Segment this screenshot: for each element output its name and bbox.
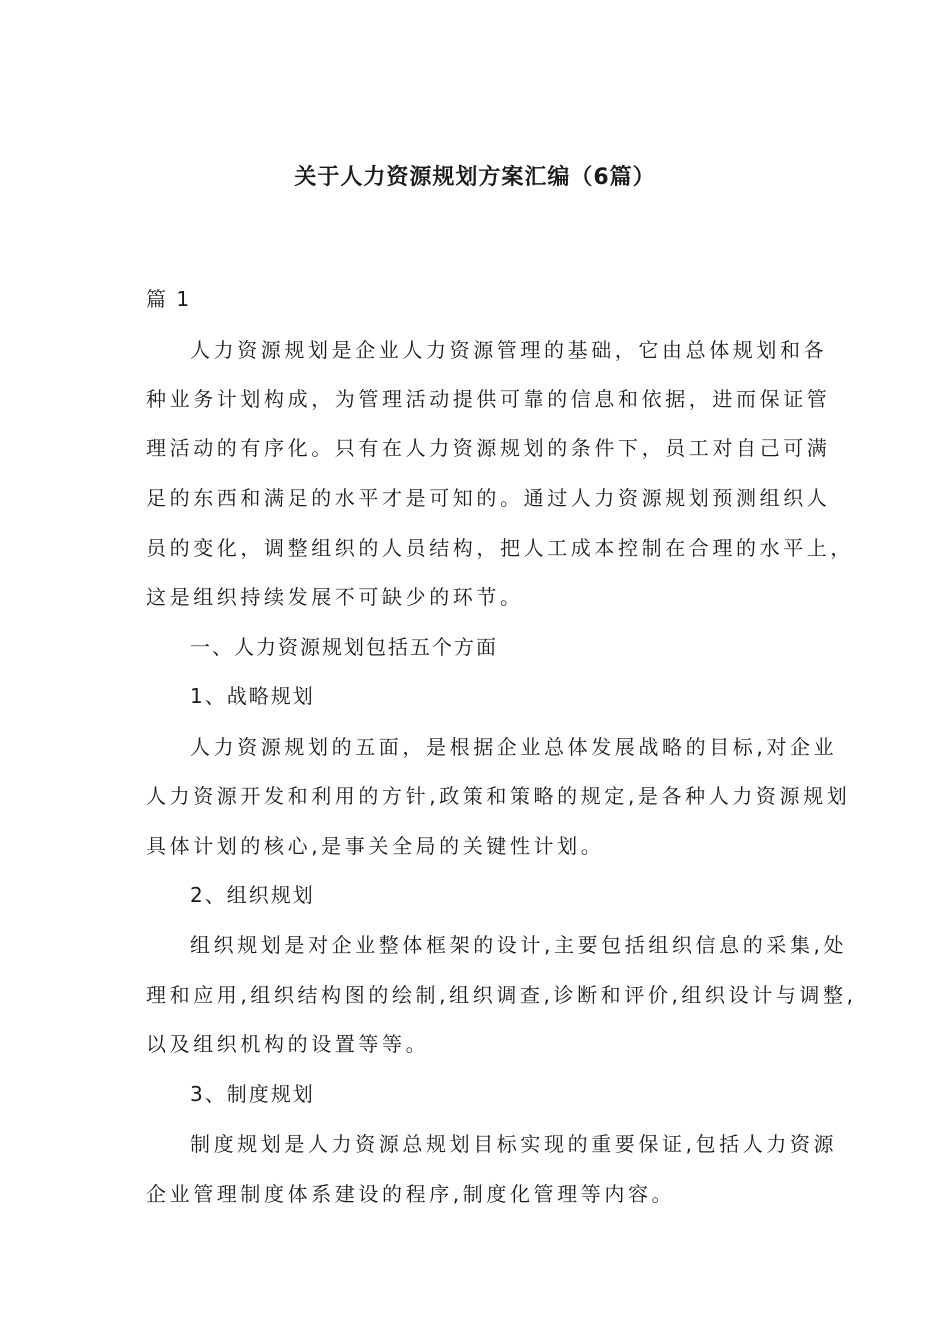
document-title: 关于人力资源规划方案汇编（6篇） <box>294 165 656 190</box>
paragraph-line: 以及组织机构的设置等等。 <box>146 1032 430 1056</box>
paragraph-line: 种业务计划构成，为管理活动提供可靠的信息和依据，进而保证管 <box>146 387 831 411</box>
subsection-heading: 1、战略规划 <box>190 684 315 708</box>
subsection-heading: 2、组织规划 <box>190 883 315 907</box>
paragraph-line: 制度规划是人力资源总规划目标实现的重要保证,包括人力资源 <box>190 1132 838 1156</box>
paragraph-line: 理和应用,组织结构图的绘制,组织调查,诊断和评价,组织设计与调整, <box>146 983 857 1007</box>
paragraph-line: 这是组织持续发展不可缺少的环节。 <box>146 585 524 609</box>
paragraph-line: 组织规划是对企业整体框架的设计,主要包括组织信息的采集,处 <box>190 933 848 957</box>
section-label: 篇 1 <box>146 287 192 311</box>
paragraph-line: 人力资源开发和利用的方针,政策和策略的规定,是各种人力资源规划 <box>146 784 851 808</box>
paragraph-line: 人力资源规划是企业人力资源管理的基础，它由总体规划和各 <box>190 338 828 362</box>
paragraph-line: 足的东西和满足的水平才是可知的。通过人力资源规划预测组织人 <box>146 486 831 510</box>
paragraph-line: 员的变化，调整组织的人员结构，把人工成本控制在合理的水平上， <box>146 536 854 560</box>
paragraph-line: 具体计划的核心,是事关全局的关键性计划。 <box>146 834 605 858</box>
paragraph-line: 企业管理制度体系建设的程序,制度化管理等内容。 <box>146 1182 676 1206</box>
paragraph-line: 理活动的有序化。只有在人力资源规划的条件下，员工对自己可满 <box>146 436 831 460</box>
subsection-heading: 3、制度规划 <box>190 1082 315 1106</box>
paragraph-line: 人力资源规划的五面，是根据企业总体发展战略的目标,对企业 <box>190 735 838 759</box>
section-heading: 一、人力资源规划包括五个方面 <box>190 635 498 659</box>
